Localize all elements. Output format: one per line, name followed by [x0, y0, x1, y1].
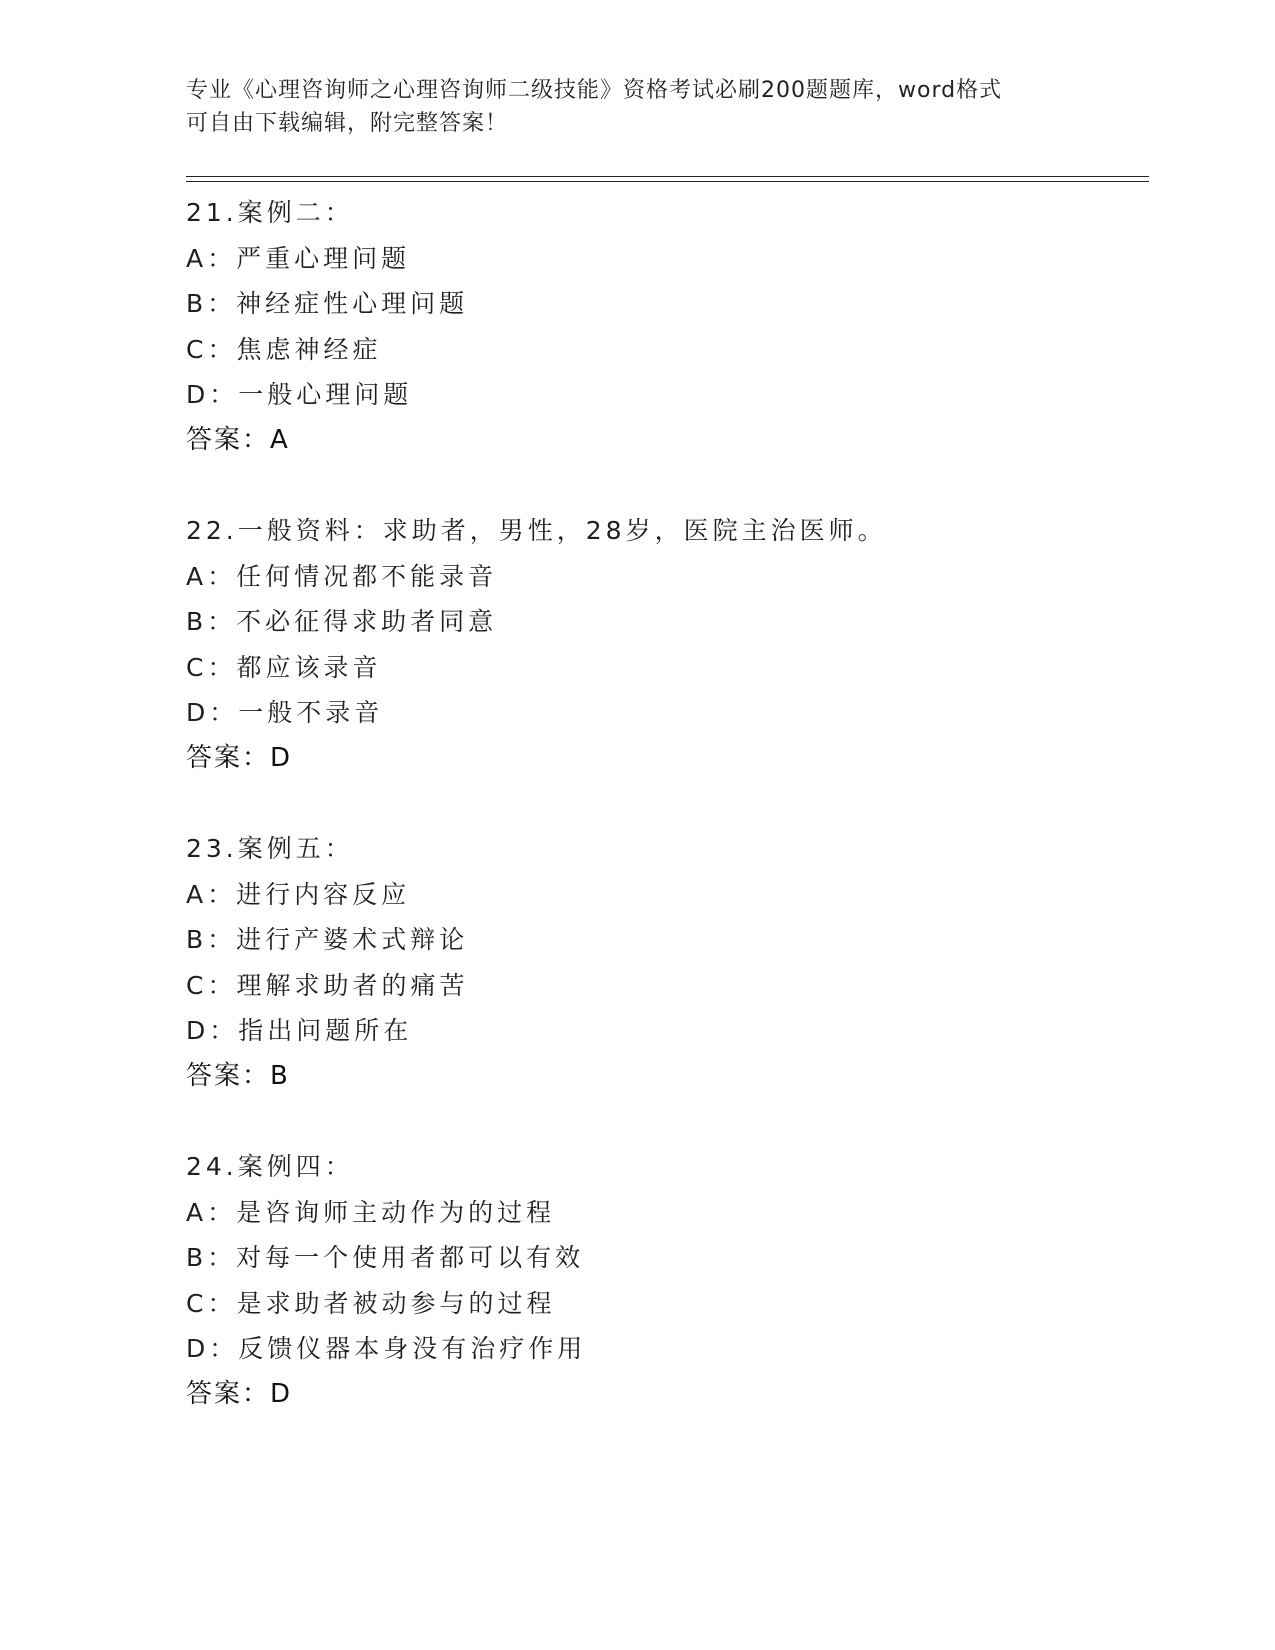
question-stem: 22.一般资料：求助者，男性，28岁，医院主治医师。 — [186, 516, 887, 545]
option-c: C：理解求助者的痛苦 — [186, 970, 469, 1000]
question-stem: 23.案例五： — [186, 834, 354, 863]
option-b: B：不必征得求助者同意 — [186, 607, 498, 636]
question-21 — [186, 190, 1146, 508]
option-c: C：都应该录音 — [186, 652, 382, 682]
answer: 答案：D — [186, 1378, 293, 1409]
option-c: C：焦虑神经症 — [186, 334, 382, 364]
question-24 — [186, 1144, 1146, 1462]
option-a: A：进行内容反应 — [186, 879, 411, 909]
option-d: D：指出问题所在 — [186, 1016, 413, 1045]
option-b: B：神经症性心理问题 — [186, 289, 469, 318]
option-a: A：严重心理问题 — [186, 243, 411, 273]
header-divider-bottom — [186, 181, 1149, 182]
option-a: A：任何情况都不能录音 — [186, 561, 498, 591]
header-line-1: 专业《心理咨询师之心理咨询师二级技能》资格考试必刷200题题库，word格式 — [186, 78, 1003, 103]
question-stem: 21.案例二： — [186, 198, 354, 227]
option-d: D：一般心理问题 — [186, 380, 413, 409]
option-d: D：一般不录音 — [186, 698, 384, 727]
question-list — [186, 190, 1146, 1462]
answer: 答案：A — [186, 424, 290, 455]
document-header — [186, 74, 1066, 140]
question-23 — [186, 826, 1146, 1144]
header-divider-top — [186, 176, 1149, 177]
question-22 — [186, 508, 1146, 826]
option-c: C：是求助者被动参与的过程 — [186, 1288, 556, 1318]
option-a: A：是咨询师主动作为的过程 — [186, 1197, 556, 1227]
question-stem: 24.案例四： — [186, 1152, 354, 1181]
option-d: D：反馈仪器本身没有治疗作用 — [186, 1334, 587, 1363]
option-b: B：对每一个使用者都可以有效 — [186, 1243, 585, 1272]
answer: 答案：B — [186, 1060, 290, 1091]
header-line-2: 可自由下载编辑，附完整答案！ — [186, 111, 509, 136]
answer: 答案：D — [186, 742, 293, 773]
option-b: B：进行产婆术式辩论 — [186, 925, 469, 954]
